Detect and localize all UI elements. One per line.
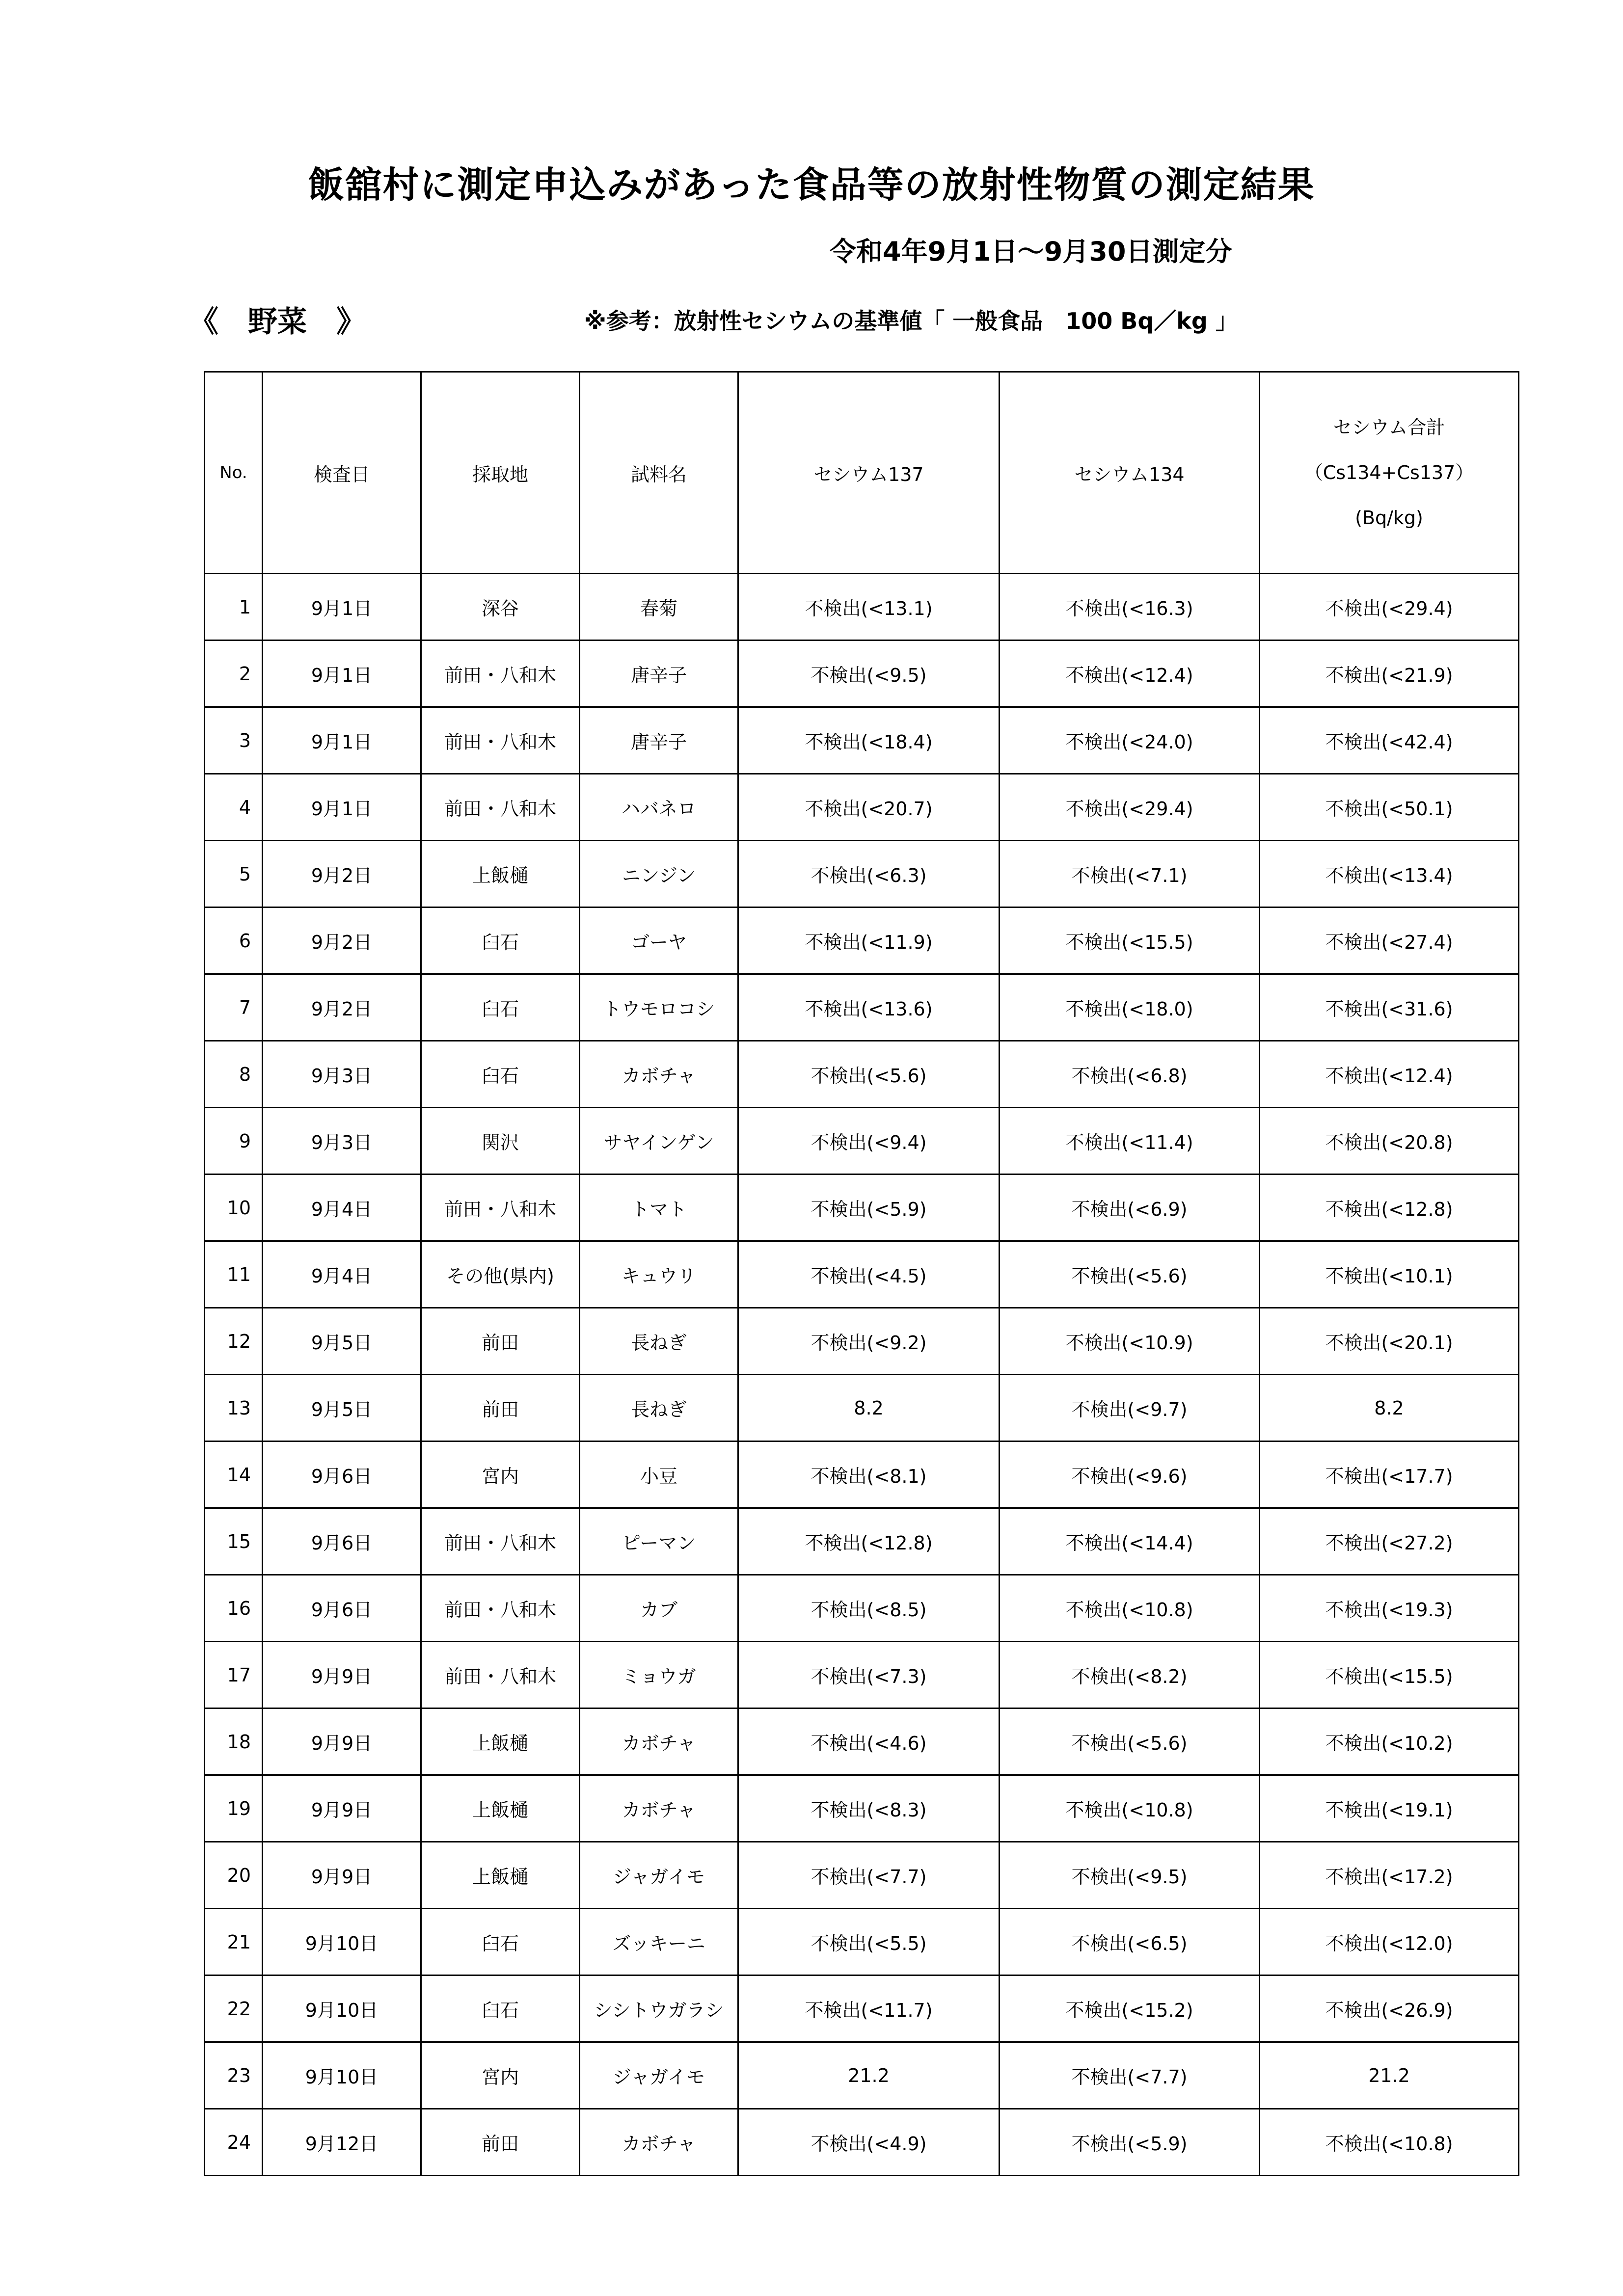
cell-date: 9月2日 bbox=[263, 841, 421, 908]
cell-location: 前田・八和木 bbox=[421, 774, 580, 841]
cell-cs134: 不検出(<9.6) bbox=[1000, 1442, 1260, 1508]
cell-no: 23 bbox=[205, 2042, 263, 2109]
cell-cs137: 不検出(<13.6) bbox=[738, 974, 1000, 1041]
cell-no: 22 bbox=[205, 1976, 263, 2042]
header-sample: 試料名 bbox=[580, 372, 738, 574]
cell-cs134: 不検出(<5.6) bbox=[1000, 1709, 1260, 1775]
cell-sample: 春菊 bbox=[580, 574, 738, 641]
cell-sample: ズッキーニ bbox=[580, 1909, 738, 1976]
header-no: No. bbox=[205, 372, 263, 574]
cell-cs134: 不検出(<6.5) bbox=[1000, 1909, 1260, 1976]
cell-date: 9月4日 bbox=[263, 1175, 421, 1241]
cell-cs137: 不検出(<5.9) bbox=[738, 1175, 1000, 1241]
table-row bbox=[205, 1775, 1519, 1842]
header-cs137: セシウム137 bbox=[738, 372, 1000, 574]
cell-cs137: 不検出(<9.4) bbox=[738, 1108, 1000, 1175]
cell-cs134: 不検出(<12.4) bbox=[1000, 641, 1260, 707]
cell-no: 4 bbox=[205, 774, 263, 841]
table-row bbox=[205, 1642, 1519, 1709]
cell-sample: 長ねぎ bbox=[580, 1308, 738, 1375]
cell-date: 9月1日 bbox=[263, 574, 421, 641]
cell-total: 不検出(<42.4) bbox=[1260, 707, 1519, 774]
cell-total: 不検出(<17.2) bbox=[1260, 1842, 1519, 1909]
cell-location: 前田 bbox=[421, 1375, 580, 1442]
cell-no: 7 bbox=[205, 974, 263, 1041]
cell-sample: カボチャ bbox=[580, 1775, 738, 1842]
table-row bbox=[205, 1575, 1519, 1642]
table-row bbox=[205, 774, 1519, 841]
table-row bbox=[205, 1241, 1519, 1308]
cell-cs134: 不検出(<7.1) bbox=[1000, 841, 1260, 908]
cell-cs137: 不検出(<11.7) bbox=[738, 1976, 1000, 2042]
cell-date: 9月9日 bbox=[263, 1842, 421, 1909]
cell-total: 不検出(<15.5) bbox=[1260, 1642, 1519, 1709]
table-row bbox=[205, 841, 1519, 908]
table-row bbox=[205, 1442, 1519, 1508]
cell-no: 17 bbox=[205, 1642, 263, 1709]
cell-total: 不検出(<12.8) bbox=[1260, 1175, 1519, 1241]
cell-location: 宮内 bbox=[421, 2042, 580, 2109]
cell-cs137: 不検出(<4.5) bbox=[738, 1241, 1000, 1308]
cell-cs134: 不検出(<5.6) bbox=[1000, 1241, 1260, 1308]
cell-date: 9月1日 bbox=[263, 641, 421, 707]
cell-total: 不検出(<17.7) bbox=[1260, 1442, 1519, 1508]
cell-total: 8.2 bbox=[1260, 1375, 1519, 1442]
cell-no: 24 bbox=[205, 2109, 263, 2176]
cell-location: 関沢 bbox=[421, 1108, 580, 1175]
cell-location: 臼石 bbox=[421, 1909, 580, 1976]
cell-no: 14 bbox=[205, 1442, 263, 1508]
cell-sample: カボチャ bbox=[580, 1041, 738, 1108]
table-row bbox=[205, 1375, 1519, 1442]
table-header-row bbox=[205, 372, 1519, 574]
table-row bbox=[205, 1976, 1519, 2042]
cell-no: 2 bbox=[205, 641, 263, 707]
category-label: 《 野菜 》 bbox=[189, 305, 366, 339]
cell-cs134: 不検出(<8.2) bbox=[1000, 1642, 1260, 1709]
cell-date: 9月9日 bbox=[263, 1642, 421, 1709]
cell-cs134: 不検出(<14.4) bbox=[1000, 1508, 1260, 1575]
table-row bbox=[205, 2109, 1519, 2176]
cell-location: 臼石 bbox=[421, 908, 580, 974]
cell-sample: トマト bbox=[580, 1175, 738, 1241]
table-row bbox=[205, 974, 1519, 1041]
table-row bbox=[205, 641, 1519, 707]
cell-total: 不検出(<20.8) bbox=[1260, 1108, 1519, 1175]
cell-no: 6 bbox=[205, 908, 263, 974]
cell-sample: 小豆 bbox=[580, 1442, 738, 1508]
cell-sample: 長ねぎ bbox=[580, 1375, 738, 1442]
cell-cs134: 不検出(<10.8) bbox=[1000, 1575, 1260, 1642]
header-total-formula: （Cs134+Cs137） bbox=[1304, 462, 1474, 483]
cell-cs137: 不検出(<9.5) bbox=[738, 641, 1000, 707]
cell-total: 不検出(<13.4) bbox=[1260, 841, 1519, 908]
cell-location: 宮内 bbox=[421, 1442, 580, 1508]
header-total-label: セシウム合計 bbox=[1333, 417, 1445, 438]
cell-date: 9月6日 bbox=[263, 1508, 421, 1575]
cell-location: 上飯樋 bbox=[421, 1709, 580, 1775]
cell-location: 臼石 bbox=[421, 974, 580, 1041]
cell-cs137: 不検出(<8.1) bbox=[738, 1442, 1000, 1508]
cell-date: 9月2日 bbox=[263, 974, 421, 1041]
cell-location: 臼石 bbox=[421, 1976, 580, 2042]
cell-no: 9 bbox=[205, 1108, 263, 1175]
cell-date: 9月1日 bbox=[263, 707, 421, 774]
cell-date: 9月10日 bbox=[263, 1909, 421, 1976]
cell-no: 16 bbox=[205, 1575, 263, 1642]
cell-cs134: 不検出(<29.4) bbox=[1000, 774, 1260, 841]
cell-location: その他(県内) bbox=[421, 1241, 580, 1308]
cell-cs137: 不検出(<4.6) bbox=[738, 1709, 1000, 1775]
cell-sample: ジャガイモ bbox=[580, 1842, 738, 1909]
cell-cs134: 不検出(<11.4) bbox=[1000, 1108, 1260, 1175]
cell-date: 9月6日 bbox=[263, 1442, 421, 1508]
table-row bbox=[205, 1508, 1519, 1575]
cell-cs134: 不検出(<9.5) bbox=[1000, 1842, 1260, 1909]
cell-date: 9月5日 bbox=[263, 1308, 421, 1375]
cell-cs134: 不検出(<7.7) bbox=[1000, 2042, 1260, 2109]
cell-no: 18 bbox=[205, 1709, 263, 1775]
cell-date: 9月5日 bbox=[263, 1375, 421, 1442]
cell-sample: ニンジン bbox=[580, 841, 738, 908]
cell-date: 9月10日 bbox=[263, 1976, 421, 2042]
cell-sample: ジャガイモ bbox=[580, 2042, 738, 2109]
cell-no: 3 bbox=[205, 707, 263, 774]
cell-sample: ピーマン bbox=[580, 1508, 738, 1575]
cell-cs137: 不検出(<6.3) bbox=[738, 841, 1000, 908]
results-body bbox=[205, 574, 1519, 2176]
cell-no: 5 bbox=[205, 841, 263, 908]
cell-total: 不検出(<19.3) bbox=[1260, 1575, 1519, 1642]
cell-date: 9月10日 bbox=[263, 2042, 421, 2109]
cell-date: 9月9日 bbox=[263, 1709, 421, 1775]
cell-cs137: 21.2 bbox=[738, 2042, 1000, 2109]
cell-no: 15 bbox=[205, 1508, 263, 1575]
cell-date: 9月6日 bbox=[263, 1575, 421, 1642]
header-location: 採取地 bbox=[421, 372, 580, 574]
page-title: 飯舘村に測定申込みがあった食品等の放射性物質の測定結果 bbox=[308, 164, 1315, 206]
cell-total: 21.2 bbox=[1260, 2042, 1519, 2109]
cell-date: 9月2日 bbox=[263, 908, 421, 974]
cell-cs134: 不検出(<18.0) bbox=[1000, 974, 1260, 1041]
cell-location: 臼石 bbox=[421, 1041, 580, 1108]
cell-total: 不検出(<12.4) bbox=[1260, 1041, 1519, 1108]
cell-cs134: 不検出(<9.7) bbox=[1000, 1375, 1260, 1442]
cell-cs134: 不検出(<10.9) bbox=[1000, 1308, 1260, 1375]
table-row bbox=[205, 2042, 1519, 2109]
table-row bbox=[205, 1175, 1519, 1241]
cell-sample: 唐辛子 bbox=[580, 641, 738, 707]
cell-cs134: 不検出(<16.3) bbox=[1000, 574, 1260, 641]
cell-location: 前田・八和木 bbox=[421, 707, 580, 774]
cell-cs137: 不検出(<13.1) bbox=[738, 574, 1000, 641]
cell-cs137: 不検出(<20.7) bbox=[738, 774, 1000, 841]
table-row bbox=[205, 707, 1519, 774]
table-row bbox=[205, 1709, 1519, 1775]
header-total-unit: (Bq/kg) bbox=[1355, 507, 1423, 529]
cell-no: 20 bbox=[205, 1842, 263, 1909]
cell-no: 19 bbox=[205, 1775, 263, 1842]
cell-cs134: 不検出(<5.9) bbox=[1000, 2109, 1260, 2176]
cell-total: 不検出(<29.4) bbox=[1260, 574, 1519, 641]
table-row bbox=[205, 1842, 1519, 1909]
cell-location: 上飯樋 bbox=[421, 1775, 580, 1842]
cell-location: 上飯樋 bbox=[421, 1842, 580, 1909]
cell-total: 不検出(<12.0) bbox=[1260, 1909, 1519, 1976]
cell-cs134: 不検出(<6.8) bbox=[1000, 1041, 1260, 1108]
cell-cs137: 不検出(<5.5) bbox=[738, 1909, 1000, 1976]
reference-standard-note: ※参考：放射性セシウムの基準値「 一般食品 100 Bq／kg 」 bbox=[584, 308, 1238, 334]
cell-cs137: 不検出(<12.8) bbox=[738, 1508, 1000, 1575]
cell-date: 9月3日 bbox=[263, 1041, 421, 1108]
cell-cs137: 不検出(<8.3) bbox=[738, 1775, 1000, 1842]
cell-sample: ゴーヤ bbox=[580, 908, 738, 974]
cell-sample: キュウリ bbox=[580, 1241, 738, 1308]
cell-cs137: 不検出(<18.4) bbox=[738, 707, 1000, 774]
measurement-period: 令和4年9月1日～9月30日測定分 bbox=[830, 236, 1232, 267]
cell-location: 前田・八和木 bbox=[421, 641, 580, 707]
table-row bbox=[205, 1308, 1519, 1375]
cell-no: 12 bbox=[205, 1308, 263, 1375]
cell-cs137: 不検出(<11.9) bbox=[738, 908, 1000, 974]
cell-date: 9月12日 bbox=[263, 2109, 421, 2176]
cell-no: 1 bbox=[205, 574, 263, 641]
cell-location: 前田・八和木 bbox=[421, 1175, 580, 1241]
cell-location: 前田 bbox=[421, 1308, 580, 1375]
cell-total: 不検出(<10.1) bbox=[1260, 1241, 1519, 1308]
cell-total: 不検出(<31.6) bbox=[1260, 974, 1519, 1041]
cell-location: 前田・八和木 bbox=[421, 1508, 580, 1575]
cell-cs137: 不検出(<7.7) bbox=[738, 1842, 1000, 1909]
cell-location: 前田・八和木 bbox=[421, 1575, 580, 1642]
cell-sample: ハバネロ bbox=[580, 774, 738, 841]
results-table bbox=[204, 371, 1519, 2176]
cell-sample: サヤインゲン bbox=[580, 1108, 738, 1175]
cell-cs134: 不検出(<15.5) bbox=[1000, 908, 1260, 974]
header-total bbox=[1260, 372, 1519, 574]
cell-date: 9月1日 bbox=[263, 774, 421, 841]
cell-cs137: 不検出(<5.6) bbox=[738, 1041, 1000, 1108]
cell-date: 9月4日 bbox=[263, 1241, 421, 1308]
table-row bbox=[205, 1909, 1519, 1976]
table-row bbox=[205, 1041, 1519, 1108]
cell-sample: カボチャ bbox=[580, 1709, 738, 1775]
cell-date: 9月9日 bbox=[263, 1775, 421, 1842]
table-row bbox=[205, 1108, 1519, 1175]
cell-cs137: 不検出(<8.5) bbox=[738, 1575, 1000, 1642]
cell-total: 不検出(<10.2) bbox=[1260, 1709, 1519, 1775]
table-row bbox=[205, 574, 1519, 641]
cell-date: 9月3日 bbox=[263, 1108, 421, 1175]
cell-sample: トウモロコシ bbox=[580, 974, 738, 1041]
cell-total: 不検出(<21.9) bbox=[1260, 641, 1519, 707]
table-row bbox=[205, 908, 1519, 974]
cell-no: 10 bbox=[205, 1175, 263, 1241]
cell-cs137: 8.2 bbox=[738, 1375, 1000, 1442]
cell-no: 8 bbox=[205, 1041, 263, 1108]
cell-sample: シシトウガラシ bbox=[580, 1976, 738, 2042]
cell-location: 前田 bbox=[421, 2109, 580, 2176]
cell-cs137: 不検出(<7.3) bbox=[738, 1642, 1000, 1709]
cell-location: 前田・八和木 bbox=[421, 1642, 580, 1709]
header-date: 検査日 bbox=[263, 372, 421, 574]
header-cs134: セシウム134 bbox=[1000, 372, 1260, 574]
cell-total: 不検出(<20.1) bbox=[1260, 1308, 1519, 1375]
cell-total: 不検出(<50.1) bbox=[1260, 774, 1519, 841]
cell-cs134: 不検出(<6.9) bbox=[1000, 1175, 1260, 1241]
cell-sample: カボチャ bbox=[580, 2109, 738, 2176]
cell-location: 上飯樋 bbox=[421, 841, 580, 908]
cell-no: 13 bbox=[205, 1375, 263, 1442]
cell-sample: カブ bbox=[580, 1575, 738, 1642]
cell-total: 不検出(<26.9) bbox=[1260, 1976, 1519, 2042]
cell-total: 不検出(<10.8) bbox=[1260, 2109, 1519, 2176]
cell-total: 不検出(<27.2) bbox=[1260, 1508, 1519, 1575]
cell-total: 不検出(<19.1) bbox=[1260, 1775, 1519, 1842]
cell-cs137: 不検出(<9.2) bbox=[738, 1308, 1000, 1375]
cell-sample: 唐辛子 bbox=[580, 707, 738, 774]
cell-no: 11 bbox=[205, 1241, 263, 1308]
cell-location: 深谷 bbox=[421, 574, 580, 641]
cell-total: 不検出(<27.4) bbox=[1260, 908, 1519, 974]
cell-cs134: 不検出(<10.8) bbox=[1000, 1775, 1260, 1842]
cell-cs134: 不検出(<24.0) bbox=[1000, 707, 1260, 774]
cell-no: 21 bbox=[205, 1909, 263, 1976]
cell-cs137: 不検出(<4.9) bbox=[738, 2109, 1000, 2176]
cell-sample: ミョウガ bbox=[580, 1642, 738, 1709]
cell-cs134: 不検出(<15.2) bbox=[1000, 1976, 1260, 2042]
